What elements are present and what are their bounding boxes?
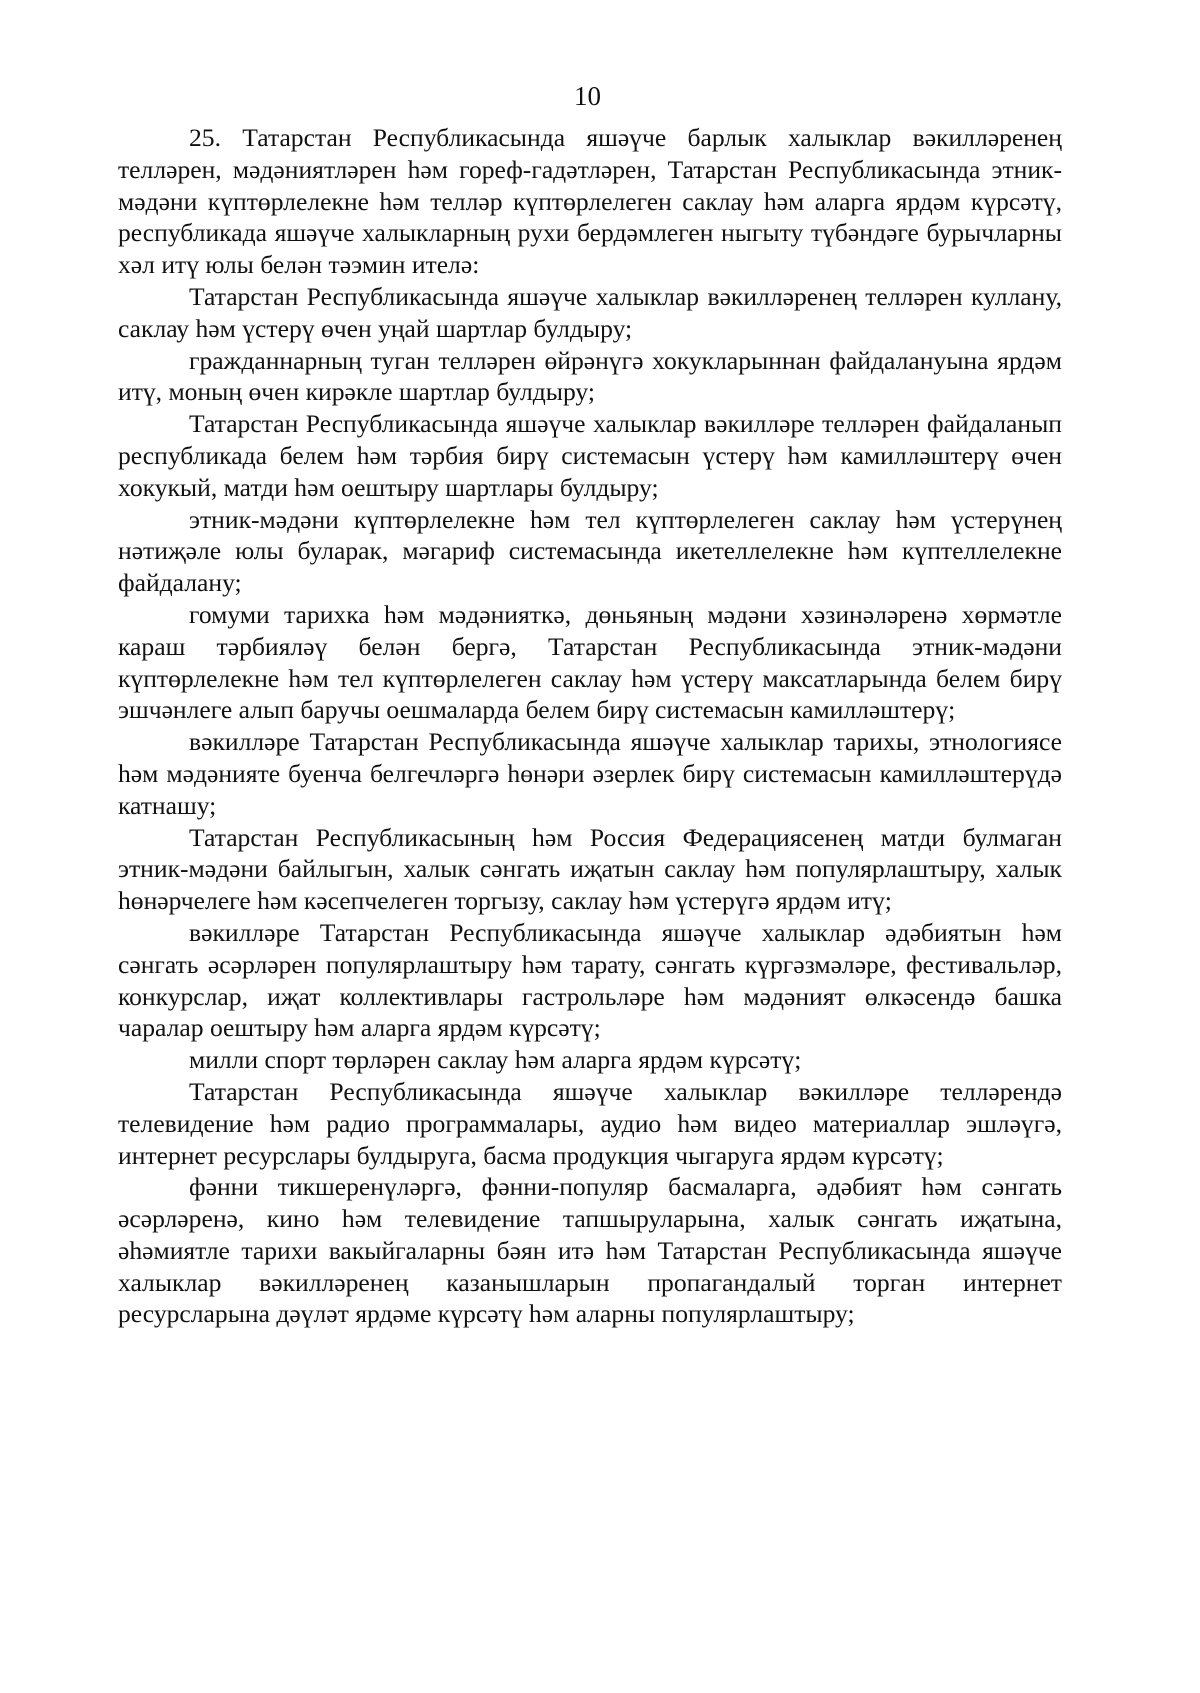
paragraph-media-support: Татарстан Республикасында яшәүче халыклар вәкилләре телләрендә телевидение һәм радио программалары, аудио һәм видео материаллар эшләүгә, интернет ресурслары булдыруга, басма продукция чыгаруга ярдәм күрсәтү; (118, 1076, 1062, 1170)
paragraph-intangible-heritage: Татарстан Республикасының һәм Россия Федерациясенең матди булмаган этник-мәдәни байлыгын, халык сәнгать иҗатын саклау һәм популярлаштыру, халык һөнәрчелеге һәм кәсепчелеген торгызу, саклау һәм үстерүгә ярдәм итү; (118, 822, 1062, 916)
paragraph-native-language-rights: гражданнарның туган телләрен өйрәнүгә хокукларыннан файдалануына ярдәм итү, моның өчен кирәкле шартлар булдыру; (118, 345, 1062, 407)
paragraph-research-support: фәнни тикшеренүләргә, фәнни-популяр басмаларга, әдәбият һәм сәнгать әсәрләренә, кино һәм телевидение тапшыруларына, халык сәнгать иҗатына, әһәмиятле тарихи вакыйгаларны бәян итә һәм Татарстан Республикасында яшәүче халыклар вәкилләренең казанышларын пропагандалый торган интернет ресурсларына дәүләт ярдәме күрсәтү һәм аларны популярлаштыру; (118, 1172, 1062, 1329)
paragraph-national-sports: милли спорт төрләрен саклау һәм аларга ярдәм күрсәтү; (189, 1045, 802, 1075)
paragraph-language-conditions: Татарстан Республикасында яшәүче халыклар вәкилләренең телләрен куллану, саклау һәм үстерү өчен уңай шартлар булдыру; (118, 281, 1062, 343)
document-body (118, 122, 1062, 1330)
paragraph-bilingualism: этник-мәдәни күптөрлелекне һәм тел күптөрлелеген саклау һәм үстерүнең нәтиҗәле юлы буларак, мәгариф системасында икетеллелекне һәм күптеллелекне файдалану; (118, 504, 1062, 598)
paragraph-education-system: Татарстан Республикасында яшәүче халыклар вәкилләре телләрен файдаланып республикада белем һәм тәрбия бирү системасын үстерү һәм камилләштерү өчен хокукый, матди һәм оештыру шартлары булдыру; (118, 409, 1062, 502)
paragraph-literature-art: вәкилләре Татарстан Республикасында яшәүче халыклар әдәбиятын һәм сәнгать әсәрләрен популярлаштыру һәм тарату, сәнгать күргәзмәләре, фестивальләр, конкурслар, иҗат коллективлары гастрольләре һәм мәдәният өлкәсендә башка чаралар оештыру һәм аларга ярдәм күрсәтү; (118, 917, 1062, 1043)
paragraph-25-intro: 25. Татарстан Республикасында яшәүче барлык халыклар вәкилләренең телләрен, мәдәниятләрен һәм гореф-гадәтләрен, Татарстан Республикасында этник-мәдәни күптөрлелекне һәм телләр күптөрлелеген саклау һәм аларга ярдәм күрсәтү, республикада яшәүче халыкларның рухи бердәмлеген ныгыту түбәндәге бурычларны хәл итү юлы белән тәэмин ителә: (118, 123, 1062, 280)
paragraph-specialist-training: вәкилләре Татарстан Республикасында яшәүче халыклар тарихы, этнологиясе һәм мәдәнияте буенча белгечләргә һөнәри әзерлек бирү системасын камилләштерүдә катнашу; (118, 727, 1062, 820)
page-number: 10 (574, 81, 601, 111)
paragraph-education-organizations: гомуми тарихка һәм мәдәнияткә, дөньяның мәдәни хәзинәләренә хөрмәтле караш тәрбияләү белән бергә, Татарстан Республикасында этник-мәдәни күптөрлелекне һәм тел күптөрлелеген саклау һәм үстерү максатларында белем бирү эшчәнлеге алып баручы оешмаларда белем бирү системасын камилләштерү; (118, 599, 1062, 725)
